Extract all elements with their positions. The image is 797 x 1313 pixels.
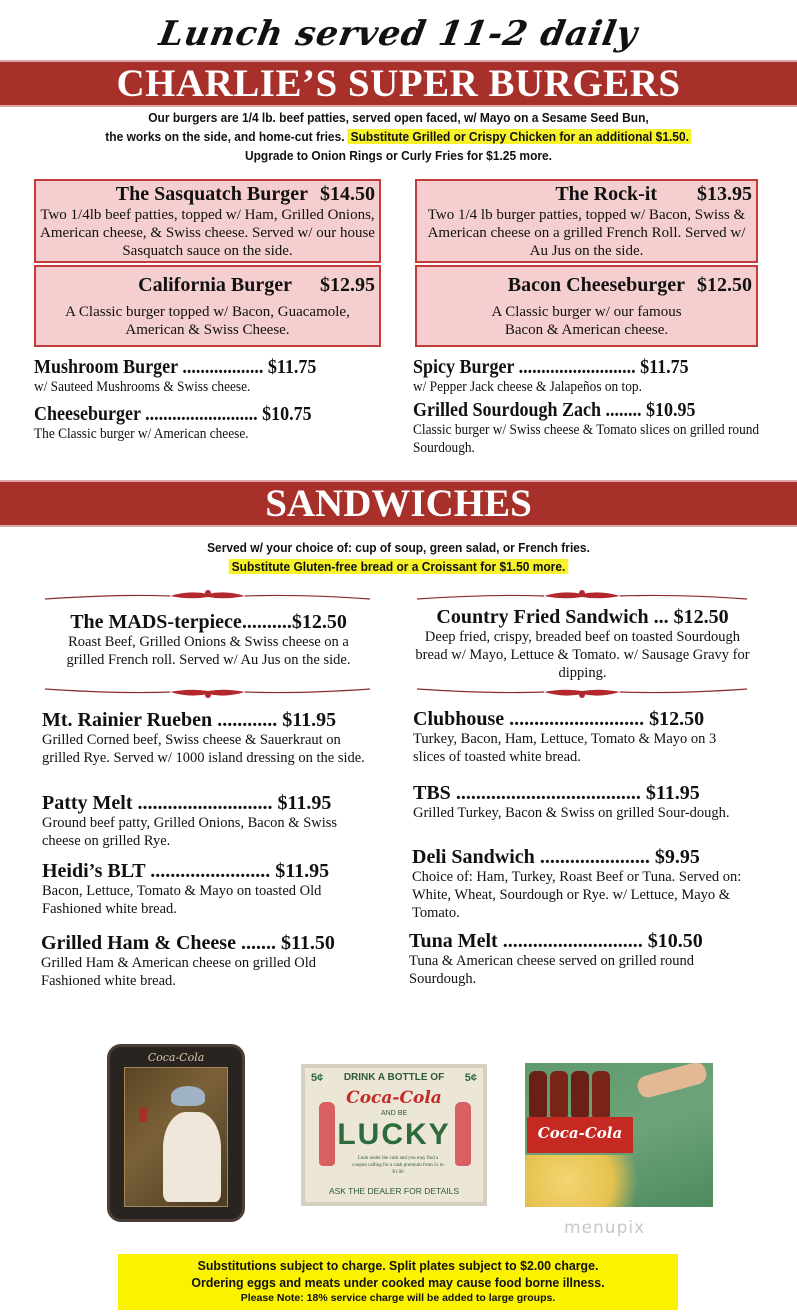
bottle-icon (529, 1071, 547, 1117)
sign-line1: DRINK A BOTTLE OF (343, 1072, 445, 1083)
footer-line2: Ordering eggs and meats under cooked may cause food borne illness. (191, 1275, 605, 1290)
featured-item-bacon-cheeseburger (415, 265, 758, 347)
item-price: $11.95 (282, 709, 337, 731)
item-name: Bacon Cheeseburger (507, 274, 685, 296)
item-name: Country Fried Sandwich (436, 606, 649, 628)
sign-fine-print: Look under the cork and you may find a coupon calling for a cash premium from 5c to $1.00 (352, 1156, 444, 1175)
item-description: Bacon, Lettuce, Tomato & Mayo on toasted Old Fashioned white bread. (42, 883, 322, 917)
hand-shape (635, 1063, 708, 1100)
item-description: Choice of: Ham, Turkey, Roast Beef or Tuna. Served on: White, Wheat, Sourdough or Rye. w/ Lettuce, Mayo & Tomato. (412, 869, 742, 921)
coca-cola-lucky-sign-image (301, 1064, 487, 1206)
sign-brand: Coca-Cola (346, 1088, 442, 1108)
item-price: $10.50 (647, 930, 703, 952)
menu-item-mads-terpiece (36, 611, 381, 669)
burgers-intro-line2 (32, 127, 765, 146)
item-name: Cheeseburger (34, 403, 141, 425)
menu-item-tuna-melt (409, 930, 749, 988)
coca-cola-carton-image (525, 1063, 713, 1207)
lunch-hours-heading: Lunch served 11-2 daily (156, 14, 641, 54)
item-dots: ....... (235, 932, 281, 954)
coca-cola-tray-image (107, 1044, 245, 1222)
item-description: Grilled Ham & American cheese on grilled Old Fashioned white bread. (41, 955, 317, 989)
carton-brand-label: Coca-Cola (527, 1117, 633, 1153)
menu-item-grilled-ham-cheese (41, 932, 341, 990)
bottle-icon (571, 1071, 589, 1117)
item-price: $12.50 (697, 274, 752, 296)
menu-item-country-fried-sandwich (410, 606, 755, 682)
item-dots: ........................... (132, 792, 278, 814)
item-name: Patty Melt (42, 792, 133, 814)
item-name: Grilled Ham & Cheese (41, 932, 236, 954)
item-price: $12.50 (673, 606, 729, 628)
flourish-divider (412, 684, 752, 700)
item-description: Classic burger w/ Swiss cheese & Tomato slices on grilled round Sourdough. (413, 422, 760, 456)
sign-price-left: 5¢ (311, 1072, 324, 1084)
item-dots: ............................ (497, 930, 648, 952)
item-price: $13.95 (697, 183, 752, 205)
item-name: Spicy Burger (413, 356, 515, 378)
item-name: California Burger (138, 274, 292, 296)
item-dots: ........................ (145, 860, 276, 882)
burgers-intro-line1: Our burgers are 1/4 lb. beef patties, served open faced, w/ Mayo on a Sesame Seed Bun, (148, 110, 649, 125)
chicken-substitute-highlight: Substitute Grilled or Crispy Chicken for an additional $1.50. (348, 129, 692, 144)
burgers-section-banner: CHARLIE’S SUPER BURGERS (0, 60, 797, 107)
item-name: Mushroom Burger (34, 356, 178, 378)
item-name: Deli Sandwich (412, 846, 535, 868)
gluten-free-highlight: Substitute Gluten-free bread or a Croissant for $1.50 more. (229, 559, 568, 574)
item-description: Grilled Corned beef, Swiss cheese & Sauerkraut on grilled Rye. Served w/ 1000 island dressing on the side. (42, 732, 365, 766)
menu-item-spicy-burger (413, 356, 773, 396)
sign-bottom-text: ASK THE DEALER FOR DETAILS (328, 1186, 460, 1196)
item-description: A Classic burger w/ our famous Bacon & American cheese. (491, 304, 682, 338)
menu-item-patty-melt (42, 792, 362, 850)
item-dots: ...................... (534, 846, 655, 868)
fur-stole-shape (163, 1112, 221, 1202)
item-dots: ........ (601, 399, 647, 421)
bottle-left-icon (319, 1102, 335, 1166)
item-price: $11.95 (277, 792, 332, 814)
item-price: $12.50 (649, 708, 705, 730)
item-description: Two 1/4 lb burger patties, topped w/ Bacon, Swiss & American cheese on a grilled French Roll. Served w/ Au Jus on the side. (427, 207, 746, 259)
bottle-right-icon (455, 1102, 471, 1166)
flourish-divider (40, 588, 375, 604)
featured-item-sasquatch (34, 179, 381, 263)
item-dots: ......................... (140, 403, 263, 425)
footer-line1: Substitutions subject to charge. Split plates subject to $2.00 charge. (197, 1258, 599, 1273)
sign-line2: AND BE (380, 1110, 408, 1117)
menu-item-mt-rainier-rueben (42, 709, 372, 767)
item-price: $12.95 (320, 274, 375, 296)
item-description: Deep fried, crispy, breaded beef on toasted Sourdough bread w/ Mayo, Lettuce & Tomato. w/ Sausage Gravy for dipping. (415, 629, 750, 681)
sign-price-right: 5¢ (464, 1072, 477, 1084)
item-price: $11.75 (640, 356, 689, 378)
item-dots: .......... (241, 611, 292, 633)
flourish-divider (40, 684, 375, 700)
item-dots: ... (648, 606, 674, 628)
burgers-intro-text: the works on the side, and home-cut fries. (105, 129, 345, 144)
item-name: Mt. Rainier Rueben (42, 709, 213, 731)
hat-shape (171, 1086, 205, 1106)
item-name: Heidi’s BLT (42, 860, 146, 882)
item-dots: ........................... (504, 708, 650, 730)
menu-item-deli-sandwich (412, 846, 742, 922)
item-price: $9.95 (654, 846, 700, 868)
item-dots: .................. (177, 356, 268, 378)
item-dots: ..................................... (450, 782, 646, 804)
item-description: Roast Beef, Grilled Onions & Swiss cheese on a grilled French roll. Served w/ Au Jus on the side. (66, 634, 351, 668)
sandwiches-intro-line1: Served w/ your choice of: cup of soup, green salad, or French fries. (207, 540, 590, 555)
flourish-divider (412, 588, 752, 604)
sandwiches-section-banner: SANDWICHES (0, 480, 797, 527)
sign-lucky: LUCKY (337, 1118, 451, 1151)
featured-item-california (34, 265, 381, 347)
footer-notice (118, 1254, 678, 1310)
menu-item-grilled-sourdough-zach (413, 399, 783, 457)
item-description: Two 1/4lb beef patties, topped w/ Ham, Grilled Onions, American cheese, & Swiss cheese. Served w/ our house Sasquatch sauce on the side. (40, 207, 375, 259)
item-price: $10.95 (646, 399, 696, 421)
burgers-intro (32, 108, 765, 165)
sandwiches-intro (32, 538, 765, 576)
item-price: $11.95 (645, 782, 700, 804)
item-price: $10.75 (262, 403, 312, 425)
item-price: $11.95 (275, 860, 330, 882)
footer-line3: Please Note: 18% service charge will be added to large groups. (240, 1292, 556, 1304)
bottle-icon (550, 1071, 568, 1117)
item-price: $11.50 (280, 932, 335, 954)
item-description: Ground beef patty, Grilled Onions, Bacon & Swiss cheese on grilled Rye. (42, 815, 338, 849)
menu-item-heidis-blt (42, 860, 372, 918)
item-description: Turkey, Bacon, Ham, Lettuce, Tomato & Mayo on 3 slices of toasted white bread. (413, 731, 717, 765)
item-name: The Rock-it (555, 183, 657, 205)
item-dots: ............ (212, 709, 283, 731)
item-description: A Classic burger topped w/ Bacon, Guacamole, American & Swiss Cheese. (65, 304, 350, 338)
item-name: The MADS-terpiece (70, 611, 242, 633)
item-description: w/ Sauteed Mushrooms & Swiss cheese. (34, 379, 251, 395)
item-name: Grilled Sourdough Zach (413, 399, 602, 421)
bottle-icon (592, 1071, 610, 1117)
item-name: Tuna Melt (409, 930, 498, 952)
item-description: Grilled Turkey, Bacon & Swiss on grilled Sour-dough. (413, 805, 730, 821)
menu-item-tbs (413, 782, 743, 822)
menu-item-clubhouse (413, 708, 743, 766)
menupix-watermark: menupix (564, 1218, 646, 1238)
item-price: $12.50 (291, 611, 347, 633)
item-description: Tuna & American cheese served on grilled round Sourdough. (409, 953, 694, 987)
glass-shape (139, 1108, 147, 1122)
menu-item-cheeseburger (34, 403, 389, 443)
burgers-intro-line3: Upgrade to Onion Rings or Curly Fries for $1.25 more. (244, 148, 553, 163)
yellow-roses-shape (525, 1155, 665, 1207)
item-dots: .......................... (514, 356, 641, 378)
featured-item-rock-it (415, 179, 758, 263)
item-price: $14.50 (320, 183, 375, 205)
item-description: w/ Pepper Jack cheese & Jalapeños on top. (413, 379, 642, 395)
menu-item-mushroom-burger (34, 356, 389, 396)
item-price: $11.75 (267, 356, 317, 378)
tray-brand-label: Coca-Cola (147, 1051, 205, 1064)
item-description: The Classic burger w/ American cheese. (34, 426, 249, 442)
item-name: The Sasquatch Burger (115, 183, 308, 205)
item-name: TBS (413, 782, 451, 804)
item-name: Clubhouse (413, 708, 505, 730)
